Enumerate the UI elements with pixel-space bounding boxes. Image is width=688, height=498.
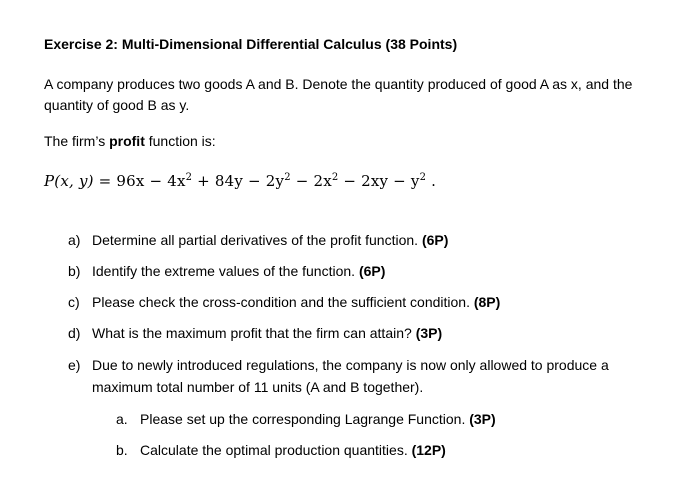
- profit-formula: [44, 172, 436, 190]
- subitem-text: Calculate the optimal production quantities.: [140, 442, 412, 458]
- item-points: (6P): [358, 263, 386, 279]
- subitem-points: (3P): [469, 411, 496, 427]
- question-item-a: [68, 229, 648, 251]
- formula-exp-1: 2: [185, 172, 193, 183]
- question-item-e: [68, 354, 648, 398]
- subquestion-item-a: [116, 408, 656, 430]
- item-points: (8P): [473, 294, 501, 310]
- item-marker: c): [68, 294, 80, 310]
- formula-exp-4: 2: [419, 172, 427, 183]
- profit-function-intro: [44, 133, 216, 149]
- item-text: Identify the extreme values of the function.: [92, 263, 359, 279]
- subquestion-item-b: [116, 439, 656, 461]
- item-points: (3P): [415, 325, 443, 341]
- question-item-b: [68, 260, 648, 282]
- formula-lhs: P(x, y): [44, 172, 94, 190]
- item-marker: d): [68, 325, 81, 341]
- question-item-c: [68, 291, 648, 313]
- formula-term-3: − 2x: [290, 172, 332, 190]
- exercise-title: Exercise 2: Multi-Dimensional Differential Calculus (38 Points): [44, 36, 458, 52]
- item-points: (6P): [421, 232, 449, 248]
- subitem-text: Please set up the corresponding Lagrange Function.: [140, 411, 470, 427]
- formula-term-4: − 2xy − y: [338, 172, 420, 190]
- item-marker: b): [68, 263, 81, 279]
- item-text: Please check the cross-condition and the sufficient condition.: [92, 294, 474, 310]
- item-text: Determine all partial derivatives of the profit function.: [92, 232, 422, 248]
- formula-exp-3: 2: [331, 172, 339, 183]
- item-text: What is the maximum profit that the firm can attain?: [92, 325, 416, 341]
- formula-exp-2: 2: [284, 172, 291, 183]
- profit-bold: profit: [109, 133, 145, 149]
- formula-term-2: + 84y − 2y: [192, 172, 285, 190]
- subitem-points: (12P): [411, 442, 446, 458]
- intro-paragraph: A company produces two goods A and B. Denote the quantity produced of good A as x, and the quantity of good B as y.: [44, 76, 633, 113]
- formula-end: .: [426, 172, 437, 190]
- item-text: Due to newly introduced regulations, the company is now only allowed to produce a maximum total number of 11 units (A and B together).: [92, 357, 609, 395]
- item-marker: a): [68, 232, 81, 248]
- subitem-marker: a.: [116, 411, 128, 427]
- profit-prefix: The firm’s: [44, 133, 110, 149]
- profit-suffix: function is:: [144, 133, 216, 149]
- question-item-d: [68, 322, 648, 344]
- subitem-marker: b.: [116, 442, 128, 458]
- formula-term-1: = 96x − 4x: [93, 172, 186, 190]
- item-marker: e): [68, 357, 81, 373]
